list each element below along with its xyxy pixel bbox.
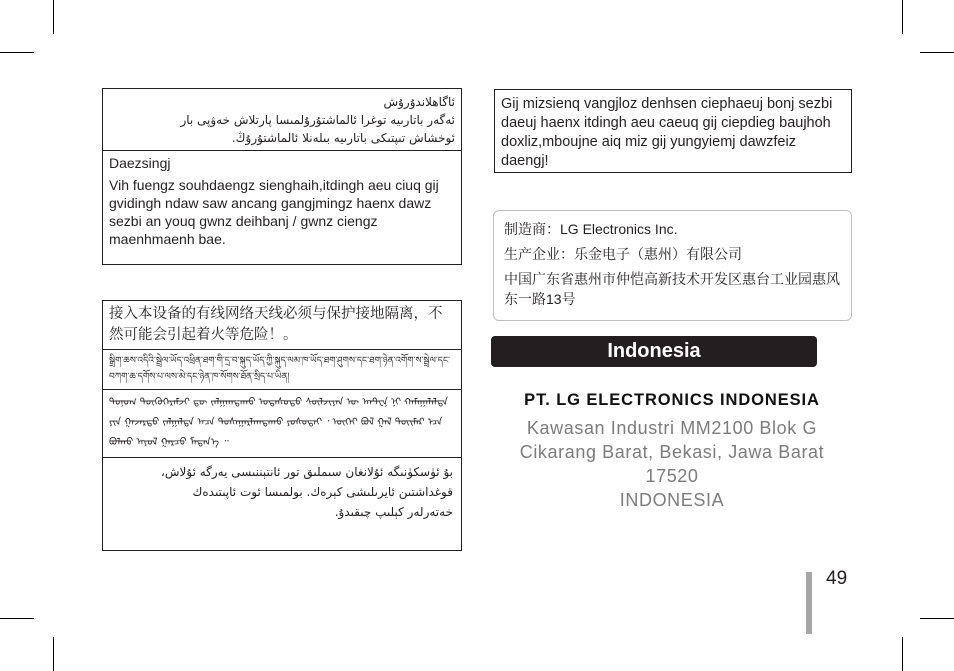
crop-mark bbox=[920, 618, 954, 619]
crop-mark bbox=[920, 52, 954, 53]
caution-box-uyghur-zhuang bbox=[102, 88, 462, 265]
tibetan-warning-line: བཀག་ཆ་དགོས་པ་ལས་མེ་དང་ཉེན་ཁ་སོགས་ཐོན་སྲིད་པ་ཡིན། bbox=[109, 372, 290, 382]
indonesia-company-block bbox=[494, 388, 850, 512]
producer-row bbox=[504, 244, 841, 265]
uyghur-caution-line: ئوخشاش تىپتىكى باتارىيە بىلەنلا ئالماشتۇرۇڭ. bbox=[231, 131, 455, 145]
manufacturer-box bbox=[493, 210, 852, 321]
uyghur-warning bbox=[103, 457, 461, 526]
uyghur-caution bbox=[103, 89, 461, 150]
tibetan-warning-line: སྒྲིག་ཆས་འདིའི་སྦྲེལ་ཡོད་འཕྲིན་ཐག་གི་དྲ་བ་སྐུད་ཡོད་ཀྱི་སྐུད་ལམ་ཁ་ཡོད་ཐག་ཤུགས་དང་ཐག་ཉེན་འགོག་ས་སྦྲེལ་དང་ bbox=[109, 356, 451, 366]
zhuang-warning-text: Gij mizsienq vangjloz denhsen ciephaeuj bonj sezbi daeuj haenx itdingh aeu caeuq gij ciepdieg baujhoh doxliz,mboujne aiq miz gij yungyiemj dawzfeiz daengj! bbox=[501, 96, 833, 169]
crop-mark bbox=[53, 0, 54, 34]
crop-mark bbox=[53, 637, 54, 671]
page-number-bar bbox=[806, 572, 812, 634]
uyghur-caution-line: ئەگەر باتارىيە توغرا ئالماشتۇرۇلمىسا پارتلاش خەۋپى بار bbox=[180, 113, 455, 127]
producer-label: 生产企业： bbox=[504, 246, 574, 262]
page-number: 49 bbox=[826, 568, 848, 589]
antenna-warning-box bbox=[102, 300, 462, 551]
company-address-line: INDONESIA bbox=[619, 490, 725, 510]
chinese-warning: 接入本设备的有线网络天线必须与保护接地隔离，不然可能会引起着火等危险！。 bbox=[109, 306, 443, 343]
maker-label: 制造商： bbox=[504, 221, 560, 237]
country-heading-indonesia: Indonesia bbox=[491, 336, 817, 367]
crop-mark bbox=[0, 52, 34, 53]
manufacturer-address: 中国广东省惠州市仲恺高新技术开发区惠台工业园惠风东一路13号 bbox=[504, 271, 840, 307]
zhuang-caution-title: Daezsingj bbox=[103, 150, 461, 171]
zhuang-caution-body: Vih fuengz souhdaengz sienghaih,itdingh aeu ciuq gij gvidingh ndaw saw ancang gangjmingz haenx dawz sezbi an youq gwnz deihbanj / gwnz ciengz maenhmaenh bae. bbox=[109, 177, 439, 247]
crop-mark bbox=[902, 0, 903, 34]
uyghur-warning-line: بۇ ئۈسكۈنىگە ئۇلانغان سىملىق تور ئانتېننىسى يەرگە ئۇلاش، bbox=[161, 465, 453, 479]
uyghur-caution-line: ئاگاھلاندۇرۇش bbox=[383, 95, 455, 109]
company-address-line: Kawasan Industri MM2100 Blok G bbox=[526, 418, 818, 438]
zhuang-warning-box bbox=[494, 89, 852, 173]
company-address-line: Cikarang Barat, Bekasi, Jawa Barat 17520 bbox=[519, 442, 825, 486]
maker-value: LG Electronics Inc. bbox=[560, 221, 678, 237]
uyghur-warning-line: خەتەرلەر كېلىپ چىقىدۇ. bbox=[334, 505, 453, 519]
tibetan-warning bbox=[103, 349, 461, 389]
mongolian-warning: ᠲᠣᠨᠣᠭ ᠲᠥᠬᠥᠭᠡᠷᠡᠮᠵᠢ ᠳᠦ ᠵᠠᠯᠭᠠᠭᠳᠠᠬᠤ ᠤᠲᠠᠰᠤᠲᠤ ᠰᠦᠯᠵᠢᠶᠡᠨ ᠦ ᠠᠨᠲ᠋ᠧᠨ᠋ ᠨᠢ ᠬᠠᠮᠠᠭᠠᠯᠠᠯᠲᠠ ᠶᠢᠨ ᠭᠠᠵᠠᠷᠲᠤ ᠵᠠᠯᠭᠠᠯᠲᠠ ᠠᠴᠠ ᠲᠤᠰᠠᠭᠠᠷᠯᠠᠭᠳᠠᠬᠤ ᠶᠣᠰᠣᠲᠠᠢ ᠂ ᠦᠭᠡᠢ ᠪᠣᠯ ᠭᠠᠯ ᠲᠦᠢᠮᠡᠷ ᠡᠴᠡ ᠪᠣᠯᠬᠤ ᠠᠶᠤᠯ ᠭᠠᠷᠴᠤ ᠮᠡᠳᠡᠨ᠎ᠡ ᠃ bbox=[103, 389, 461, 457]
crop-mark bbox=[0, 618, 34, 619]
maker-row bbox=[504, 219, 841, 240]
uyghur-warning-line: قوغداشتىن ئايرىلىشى كېرەك. بولمىسا ئوت ئاپىتىدەك bbox=[192, 485, 453, 499]
crop-mark bbox=[902, 637, 903, 671]
producer-value: 乐金电子（惠州）有限公司 bbox=[574, 246, 742, 262]
company-name: PT. LG ELECTRONICS INDONESIA bbox=[524, 391, 820, 409]
